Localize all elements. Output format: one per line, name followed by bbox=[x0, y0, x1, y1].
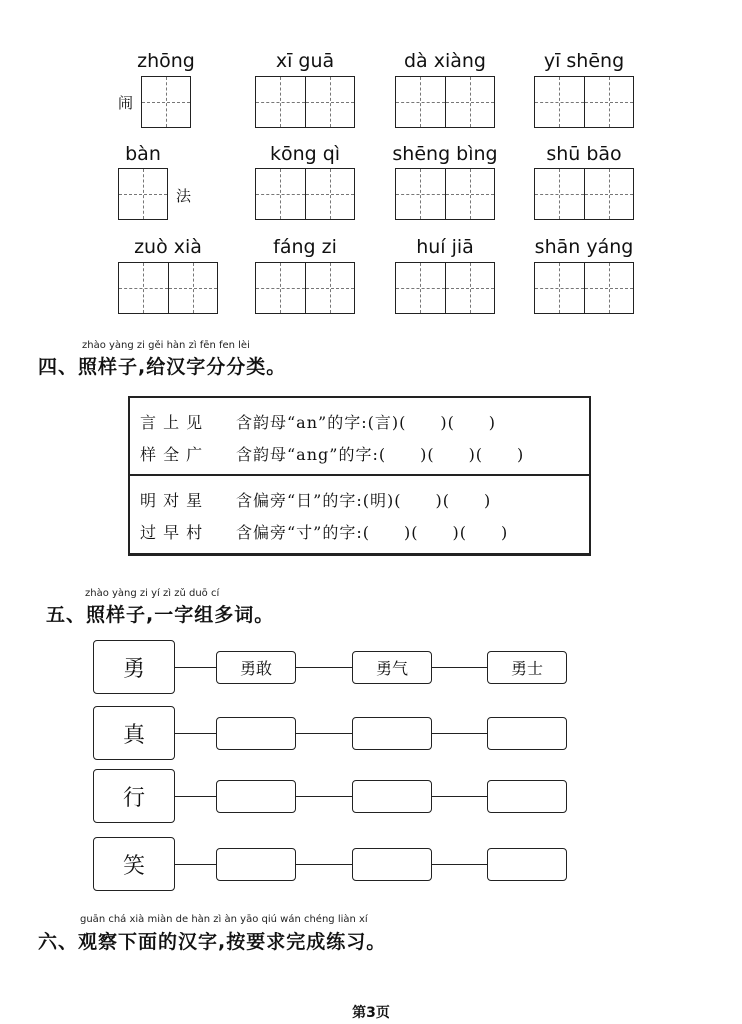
connector-line bbox=[296, 667, 352, 668]
writing-grid[interactable] bbox=[534, 168, 634, 220]
grid-cell[interactable] bbox=[445, 169, 494, 219]
grid-cell[interactable] bbox=[535, 77, 584, 127]
grid-cell[interactable] bbox=[584, 169, 633, 219]
grid-cell[interactable] bbox=[535, 169, 584, 219]
word-answer-box[interactable] bbox=[487, 717, 567, 750]
writing-grid[interactable] bbox=[395, 76, 495, 128]
connector-line bbox=[296, 864, 352, 865]
grid-cell[interactable] bbox=[396, 263, 445, 313]
section4-title: 四、照样子,给汉字分分类。 bbox=[38, 356, 287, 378]
grid-cell[interactable] bbox=[119, 169, 167, 219]
section5-title: 五、照样子,一字组多词。 bbox=[46, 604, 275, 626]
grid-cell[interactable] bbox=[584, 263, 633, 313]
connector-line bbox=[296, 796, 352, 797]
class-row-4: 过 早 村 含偏旁“寸”的字:( )( )( ) bbox=[140, 523, 509, 542]
example-word-box: 勇气 bbox=[352, 651, 432, 684]
class-row-1: 言 上 见 含韵母“an”的字:(言)( )( ) bbox=[140, 413, 497, 432]
grid-cell[interactable] bbox=[535, 263, 584, 313]
class-row-2: 样 全 广 含韵母“ang”的字:( )( )( ) bbox=[140, 445, 525, 464]
section6-pinyin: guān chá xià miàn de hàn zì àn yāo qiú wán chéng liàn xí bbox=[80, 914, 368, 925]
word-answer-box[interactable] bbox=[216, 780, 296, 813]
grid-cell[interactable] bbox=[305, 169, 354, 219]
writing-grid[interactable] bbox=[534, 76, 634, 128]
hint-character: 闹 bbox=[118, 94, 134, 112]
pinyin-label: dà xiàng bbox=[403, 50, 486, 72]
pinyin-label: xī guā bbox=[275, 50, 335, 72]
example-word-box: 勇士 bbox=[487, 651, 567, 684]
grid-cell[interactable] bbox=[256, 263, 305, 313]
connector-line bbox=[175, 733, 216, 734]
pinyin-label: fáng zi bbox=[273, 236, 337, 258]
connector-line bbox=[175, 864, 216, 865]
writing-grid[interactable] bbox=[255, 76, 355, 128]
writing-grid[interactable] bbox=[255, 262, 355, 314]
base-character-box: 笑 bbox=[93, 837, 175, 891]
grid-cell[interactable] bbox=[168, 263, 217, 313]
grid-cell[interactable] bbox=[445, 77, 494, 127]
grid-cell[interactable] bbox=[445, 263, 494, 313]
grid-cell[interactable] bbox=[584, 77, 633, 127]
pinyin-label: yī shēng bbox=[543, 50, 625, 72]
connector-line bbox=[175, 796, 216, 797]
grid-cell[interactable] bbox=[119, 263, 168, 313]
example-word-box: 勇敢 bbox=[216, 651, 296, 684]
base-character-box: 真 bbox=[93, 706, 175, 760]
word-answer-box[interactable] bbox=[487, 848, 567, 881]
writing-grid[interactable] bbox=[534, 262, 634, 314]
section6-title: 六、观察下面的汉字,按要求完成练习。 bbox=[38, 931, 387, 953]
grid-cell[interactable] bbox=[396, 169, 445, 219]
writing-grid[interactable] bbox=[118, 262, 218, 314]
word-answer-box[interactable] bbox=[352, 848, 432, 881]
connector-line bbox=[432, 864, 487, 865]
word-answer-box[interactable] bbox=[216, 717, 296, 750]
connector-line bbox=[432, 667, 487, 668]
pinyin-label: shēng bìng bbox=[392, 143, 498, 165]
writing-grid[interactable] bbox=[255, 168, 355, 220]
writing-grid[interactable] bbox=[395, 262, 495, 314]
pinyin-label: shān yáng bbox=[534, 236, 634, 258]
word-answer-box[interactable] bbox=[216, 848, 296, 881]
section5-pinyin: zhào yàng zi yí zì zǔ duō cí bbox=[85, 588, 220, 599]
pinyin-label: kōng qì bbox=[269, 143, 341, 165]
connector-line bbox=[432, 733, 487, 734]
grid-cell[interactable] bbox=[256, 77, 305, 127]
connector-line bbox=[175, 667, 216, 668]
base-character-box: 行 bbox=[93, 769, 175, 823]
connector-line bbox=[296, 733, 352, 734]
section4-pinyin: zhào yàng zi gěi hàn zì fēn fen lèi bbox=[82, 340, 250, 351]
grid-cell[interactable] bbox=[256, 169, 305, 219]
grid-cell[interactable] bbox=[142, 77, 190, 127]
word-answer-box[interactable] bbox=[352, 780, 432, 813]
pinyin-label: zhōng bbox=[137, 50, 195, 72]
class-row-3: 明 对 星 含偏旁“日”的字:(明)( )( ) bbox=[140, 491, 492, 510]
pinyin-label: shū bāo bbox=[546, 143, 622, 165]
word-answer-box[interactable] bbox=[352, 717, 432, 750]
grid-cell[interactable] bbox=[396, 77, 445, 127]
writing-grid[interactable] bbox=[141, 76, 191, 128]
page-number: 第3页 bbox=[352, 1005, 390, 1021]
box-divider bbox=[130, 474, 589, 476]
grid-cell[interactable] bbox=[305, 263, 354, 313]
writing-grid[interactable] bbox=[118, 168, 168, 220]
pinyin-label: bàn bbox=[125, 143, 161, 165]
pinyin-label: huí jiā bbox=[416, 236, 474, 258]
grid-cell[interactable] bbox=[305, 77, 354, 127]
pinyin-label: zuò xià bbox=[134, 236, 202, 258]
connector-line bbox=[432, 796, 487, 797]
word-answer-box[interactable] bbox=[487, 780, 567, 813]
hint-character: 法 bbox=[176, 187, 192, 205]
classification-box bbox=[128, 396, 591, 556]
writing-grid[interactable] bbox=[395, 168, 495, 220]
base-character-box: 勇 bbox=[93, 640, 175, 694]
